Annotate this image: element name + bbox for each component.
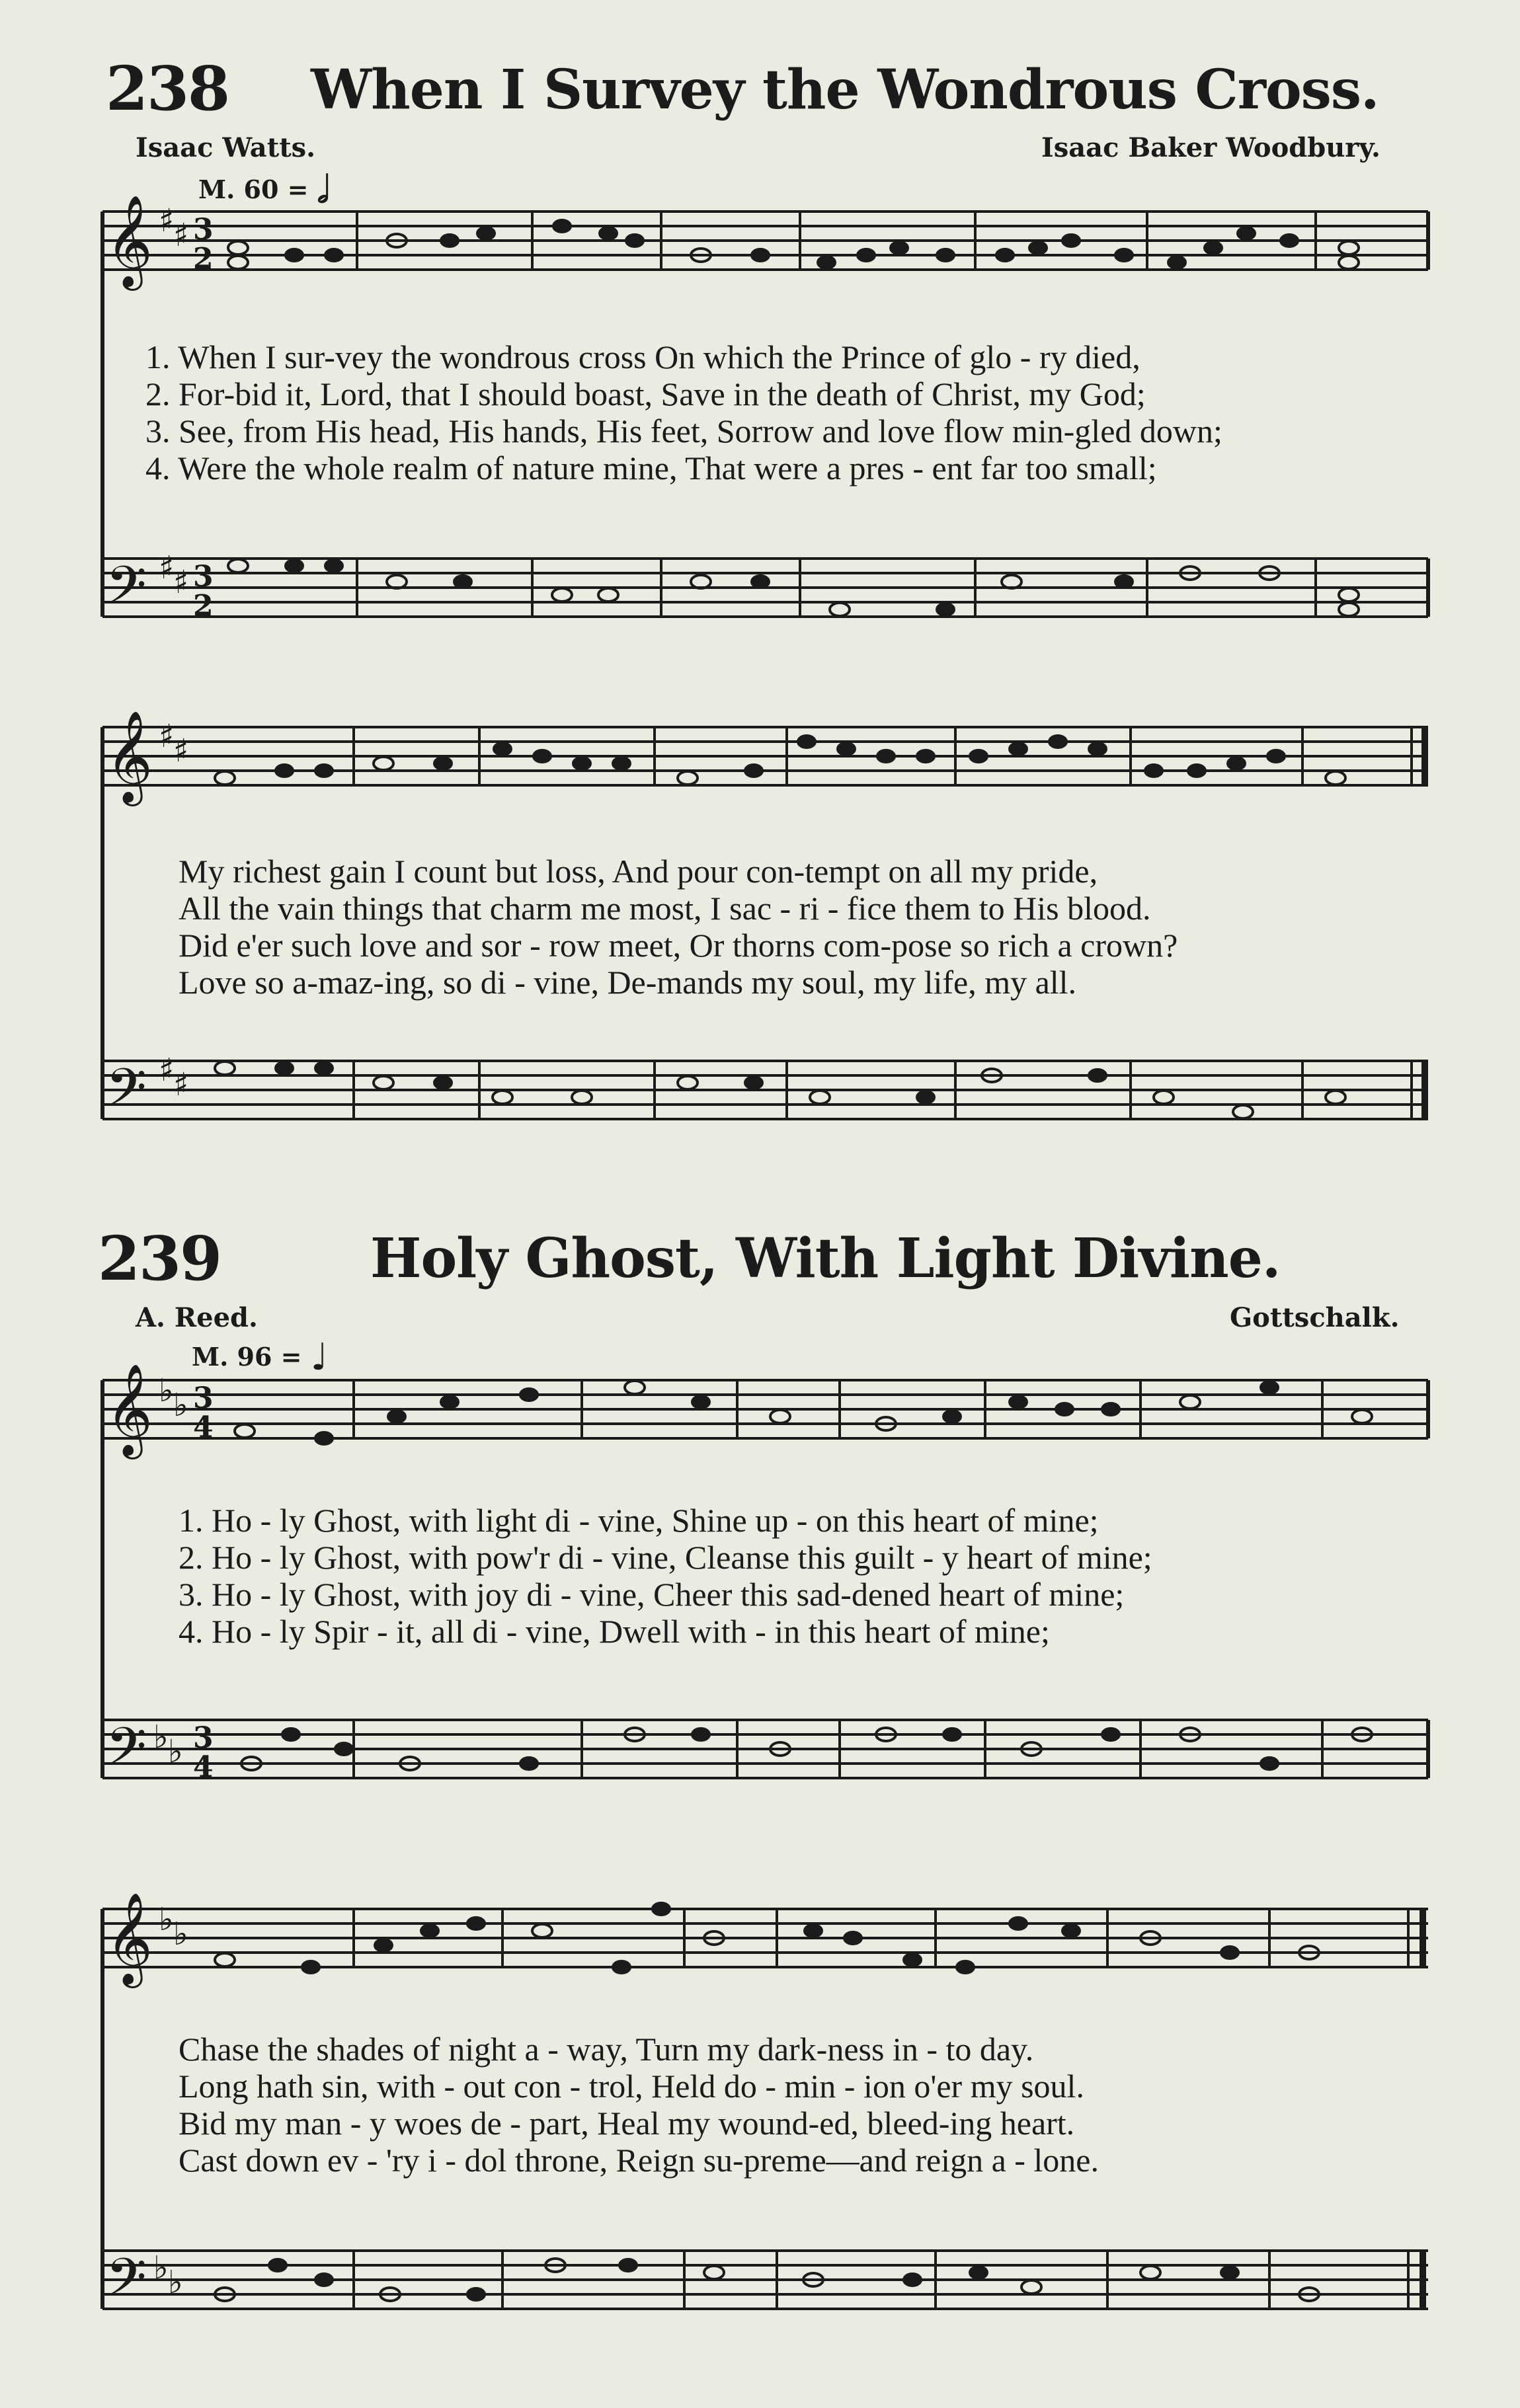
svg-text:♯: ♯	[173, 564, 189, 601]
hymn-title: When I Survey the Wondrous Cross.	[311, 58, 1379, 122]
verse-line-1: 1. When I sur-vey the wondrous cross On which the Prince of glo - ry died,	[145, 338, 1140, 375]
metronome-text: M. 60 =	[198, 175, 309, 204]
metronome-text: M. 96 =	[192, 1342, 302, 1372]
hymn-number: 238	[106, 53, 229, 124]
verse-line-2: 2. Ho - ly Ghost, with pow'r di - vine, Cleanse this guilt - y heart of mine;	[179, 1539, 1152, 1576]
svg-text:♭: ♭	[159, 1372, 174, 1409]
svg-text:𝄞: 𝄞	[106, 711, 153, 802]
verse-line-3: 3. Ho - ly Ghost, with joy di - vine, Cheer this sad-dened heart of mine;	[179, 1576, 1125, 1613]
svg-text:𝄞: 𝄞	[106, 1364, 153, 1456]
svg-text:𝄢: 𝄢	[106, 1057, 147, 1131]
time-sig-bottom: 2	[193, 589, 214, 623]
time-sig-top: 3	[193, 560, 214, 594]
verse-line-3: 3. See, from His head, His hands, His feet, Sorrow and love flow min-gled down;	[145, 412, 1222, 449]
time-sig-bottom: 2	[193, 242, 214, 276]
time-sig-top: 3	[193, 213, 214, 247]
verse-line-6: Long hath sin, with - out con - trol, Held do - min - ion o'er my soul.	[179, 2068, 1084, 2105]
hymn-title: Holy Ghost, With Light Divine.	[370, 1227, 1281, 1290]
verse-line-6: All the vain things that charm me most, I sac - ri - fice them to His blood.	[179, 890, 1151, 927]
svg-text:𝄞: 𝄞	[106, 195, 153, 287]
quarter-note-icon: ♩	[310, 1335, 329, 1379]
verse-line-8: Love so a-maz-ing, so di - vine, De-mands my soul, my life, my all.	[179, 964, 1077, 1001]
svg-text:♯: ♯	[159, 202, 175, 239]
time-sig-top: 3	[193, 1381, 214, 1415]
verse-line-4: 4. Were the whole realm of nature mine, That were a pres - ent far too small;	[145, 449, 1157, 486]
svg-text:♯: ♯	[159, 549, 175, 586]
verse-line-8: Cast down ev - 'ry i - dol throne, Reign su-preme—and reign a - lone.	[179, 2142, 1099, 2179]
verse-line-7: Bid my man - y woes de - part, Heal my wound-ed, bleed-ing heart.	[179, 2105, 1075, 2142]
svg-text:♯: ♯	[173, 217, 189, 254]
svg-text:♯: ♯	[159, 718, 175, 755]
svg-text:♯: ♯	[159, 1052, 175, 1089]
music-credit: Isaac Baker Woodbury.	[1041, 132, 1380, 163]
time-sig-top: 3	[193, 1721, 214, 1755]
hymn-number: 239	[98, 1223, 221, 1294]
svg-text:♭: ♭	[153, 1719, 169, 1756]
svg-text:♭: ♭	[168, 1733, 183, 1770]
svg-text:♯: ♯	[173, 732, 189, 769]
verse-line-7: Did e'er such love and sor - row meet, Or thorns com-pose so rich a crown?	[179, 927, 1178, 964]
verse-line-2: 2. For-bid it, Lord, that I should boast, Save in the death of Christ, my God;	[145, 375, 1146, 412]
svg-text:𝄢: 𝄢	[106, 555, 147, 629]
words-credit: A. Reed.	[136, 1302, 258, 1333]
time-sig-bottom: 4	[193, 1750, 214, 1784]
verse-line-4: 4. Ho - ly Spir - it, all di - vine, Dwell with - in this heart of mine;	[179, 1613, 1050, 1650]
svg-text:♭: ♭	[159, 1901, 174, 1938]
svg-text:𝄢: 𝄢	[106, 1716, 147, 1790]
svg-text:𝄞: 𝄞	[106, 1892, 153, 1984]
verse-line-5: My richest gain I count but loss, And pour con-tempt on all my pride,	[179, 853, 1098, 890]
half-note-icon: 𝅗𝅥	[317, 168, 329, 212]
svg-text:𝄢: 𝄢	[106, 2247, 147, 2321]
verse-line-5: Chase the shades of night a - way, Turn my dark-ness in - to day.	[179, 2031, 1034, 2068]
svg-text:♭: ♭	[168, 2264, 183, 2301]
svg-text:♯: ♯	[173, 1066, 189, 1103]
verse-line-1: 1. Ho - ly Ghost, with light di - vine, Shine up - on this heart of mine;	[179, 1502, 1099, 1539]
time-sig-bottom: 4	[193, 1411, 214, 1444]
svg-text:♭: ♭	[173, 1387, 188, 1424]
svg-text:♭: ♭	[173, 1916, 188, 1953]
words-credit: Isaac Watts.	[136, 132, 316, 163]
svg-text:♭: ♭	[153, 2249, 169, 2286]
music-credit: Gottschalk.	[1230, 1302, 1400, 1333]
